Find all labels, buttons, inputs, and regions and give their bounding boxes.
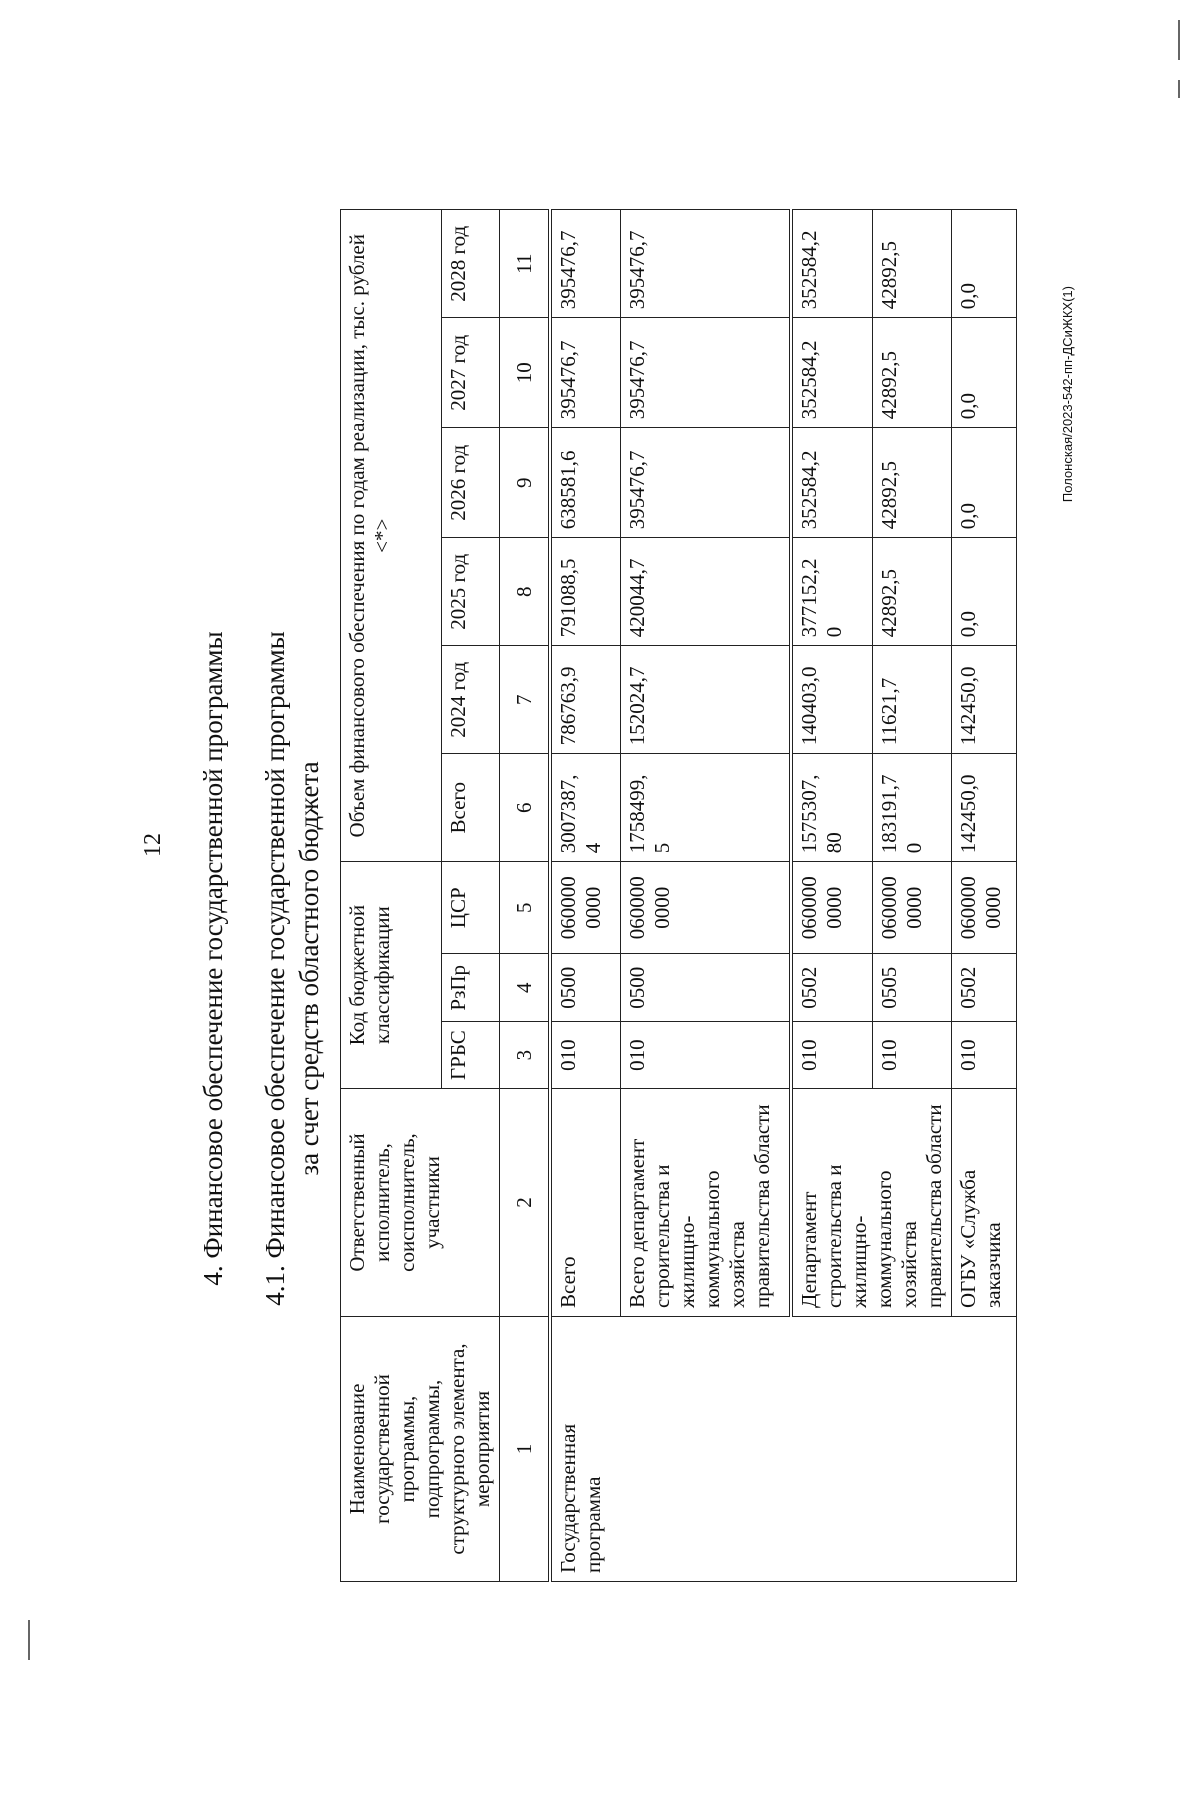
header-total: Всего — [441, 754, 499, 862]
y2027-cell: 395476,7 — [550, 318, 621, 428]
y2025-cell: 791088,5 — [550, 538, 621, 646]
scan-mark — [1178, 20, 1180, 60]
responsible-cell: ОГБУ «Служба заказчика — [952, 1089, 1017, 1317]
grbs-cell: 010 — [791, 1022, 872, 1089]
rzpr-cell: 0502 — [791, 954, 872, 1022]
y2026-cell: 395476,7 — [621, 428, 792, 538]
header-responsible: Ответственный исполнитель, соисполнитель, участники — [341, 1089, 500, 1317]
rzpr-cell: 0500 — [621, 954, 792, 1022]
total-cell: 142450,0 — [952, 754, 1017, 862]
y2026-cell: 638581,6 — [550, 428, 621, 538]
col-num: 2 — [500, 1089, 551, 1317]
header-grbs: ГРБС — [441, 1022, 499, 1089]
funding-table — [340, 209, 1017, 1582]
y2025-cell: 377152,2 0 — [791, 538, 872, 646]
y2024-cell: 786763,9 — [550, 646, 621, 754]
y2025-cell: 42892,5 — [872, 538, 951, 646]
y2027-cell: 395476,7 — [621, 318, 792, 428]
section-title: 4. Финансовое обеспечение государственной программы — [198, 631, 228, 1286]
grbs-cell: 010 — [872, 1022, 951, 1089]
csr-cell: 060000 0000 — [550, 862, 621, 954]
grbs-cell: 010 — [621, 1022, 792, 1089]
col-num: 3 — [500, 1022, 551, 1089]
funding-table-wrapper — [340, 209, 1017, 1582]
y2028-cell: 0,0 — [952, 210, 1017, 318]
subsection-title-line1: 4.1. Финансовое обеспечение государственной программы — [260, 631, 290, 1306]
page-number: 12 — [140, 833, 166, 857]
col-num: 10 — [500, 318, 551, 428]
y2027-cell: 42892,5 — [872, 318, 951, 428]
y2028-cell: 395476,7 — [550, 210, 621, 318]
y2024-cell: 11621,7 — [872, 646, 951, 754]
col-num: 11 — [500, 210, 551, 318]
responsible-cell: Всего департамент строительства и жилищно-коммунального хозяйства правительства области — [621, 1089, 792, 1317]
y2028-cell: 395476,7 — [621, 210, 792, 318]
y2026-cell: 0,0 — [952, 428, 1017, 538]
column-number-row — [500, 210, 551, 1582]
header-name: Наименование государственной программы, подпрограммы, структурного элемента, мероприятия — [341, 1317, 500, 1582]
y2025-cell: 0,0 — [952, 538, 1017, 646]
rzpr-cell: 0505 — [872, 954, 951, 1022]
y2027-cell: 0,0 — [952, 318, 1017, 428]
y2025-cell: 420044,7 — [621, 538, 792, 646]
header-rzpr: РзПр — [441, 954, 499, 1022]
total-cell: 3007387, 4 — [550, 754, 621, 862]
rzpr-cell: 0502 — [952, 954, 1017, 1022]
header-funding: Объем финансового обеспечения по годам реализации, тыс. рублей <*> — [341, 210, 442, 862]
y2028-cell: 42892,5 — [872, 210, 951, 318]
header-2025: 2025 год — [441, 538, 499, 646]
total-cell: 1758499, 5 — [621, 754, 792, 862]
rzpr-cell: 0500 — [550, 954, 621, 1022]
responsible-cell: Всего — [550, 1089, 621, 1317]
y2027-cell: 352584,2 — [791, 318, 872, 428]
scan-mark — [1178, 80, 1180, 98]
col-num: 1 — [500, 1317, 551, 1582]
program-name-cell: Государственная программа — [550, 1317, 1017, 1582]
table-row — [550, 210, 621, 1582]
col-num: 9 — [500, 428, 551, 538]
header-2024: 2024 год — [441, 646, 499, 754]
csr-cell: 060000 0000 — [621, 862, 792, 954]
subsection-title-line2: за счет средств областного бюджета — [294, 761, 324, 1176]
header-2027: 2027 год — [441, 318, 499, 428]
scan-mark — [28, 1620, 30, 1660]
y2024-cell: 142450,0 — [952, 646, 1017, 754]
csr-cell: 060000 0000 — [791, 862, 872, 954]
y2028-cell: 352584,2 — [791, 210, 872, 318]
csr-cell: 060000 0000 — [952, 862, 1017, 954]
col-num: 8 — [500, 538, 551, 646]
col-num: 7 — [500, 646, 551, 754]
header-2026: 2026 год — [441, 428, 499, 538]
document-code: Полонская/2023-542-пп-ДСиЖКХ(1) — [1060, 286, 1075, 503]
y2024-cell: 152024,7 — [621, 646, 792, 754]
csr-cell: 060000 0000 — [872, 862, 951, 954]
header-csr: ЦСР — [441, 862, 499, 954]
total-cell: 183191,7 0 — [872, 754, 951, 862]
grbs-cell: 010 — [952, 1022, 1017, 1089]
y2026-cell: 42892,5 — [872, 428, 951, 538]
grbs-cell: 010 — [550, 1022, 621, 1089]
responsible-cell: Департамент строительства и жилищно-коммунального хозяйства правительства области — [791, 1089, 952, 1317]
y2024-cell: 140403,0 — [791, 646, 872, 754]
col-num: 4 — [500, 954, 551, 1022]
col-num: 6 — [500, 754, 551, 862]
header-2028: 2028 год — [441, 210, 499, 318]
col-num: 5 — [500, 862, 551, 954]
y2026-cell: 352584,2 — [791, 428, 872, 538]
total-cell: 1575307, 80 — [791, 754, 872, 862]
header-row-1 — [341, 210, 442, 1582]
header-budget-code: Код бюджетной классификации — [341, 862, 442, 1089]
